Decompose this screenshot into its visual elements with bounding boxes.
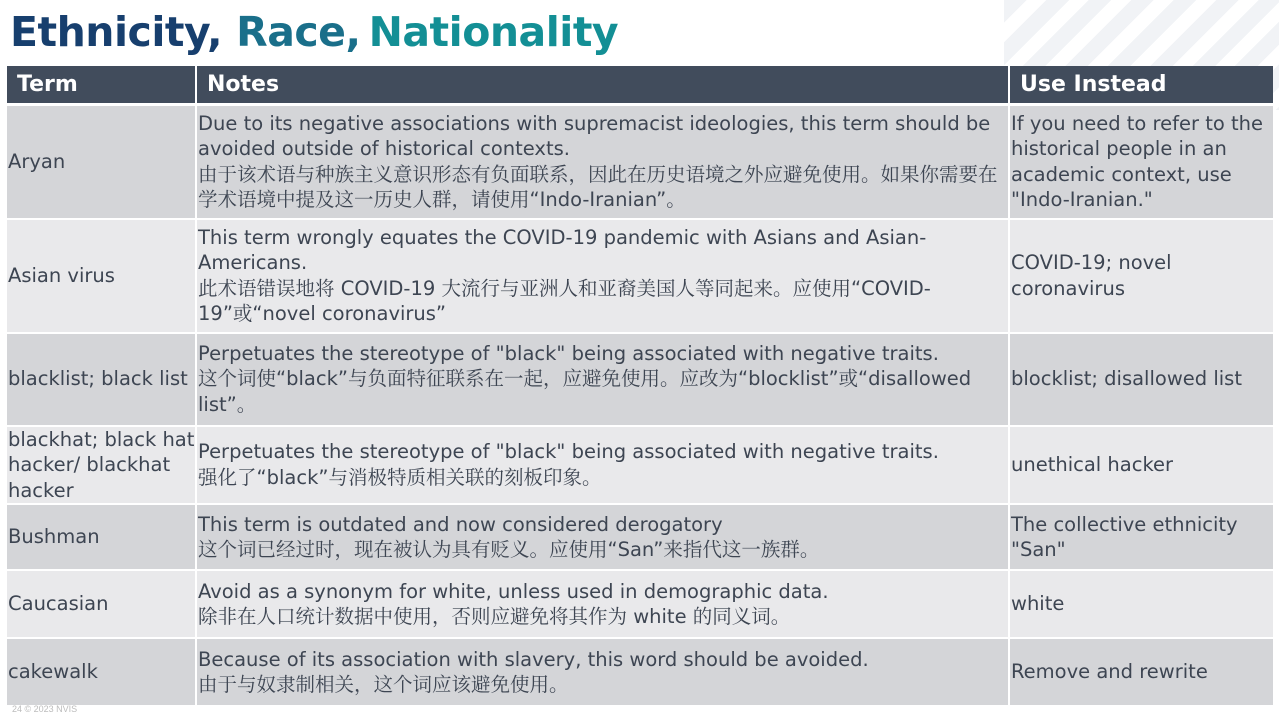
cell-notes [196,504,1009,570]
table-row [7,570,1273,638]
cell-notes [196,426,1009,505]
cell-use-instead: blocklist; disallowed list [1009,333,1273,426]
cell-use-instead: The collective ethnicity "San" [1009,504,1273,570]
cell-notes [196,219,1009,333]
notes-chinese: 强化了“black”与消极特质相关联的刻板印象。 [198,465,602,489]
notes-chinese: 除非在人口统计数据中使用，否则应避免将其作为 white 的同义词。 [198,605,791,628]
notes-english: Perpetuates the stereotype of "black" being associated with negative traits. [198,341,939,365]
notes-english: Perpetuates the stereotype of "black" being associated with negative traits. [198,440,939,464]
cell-notes [196,570,1009,638]
notes-chinese: 此术语错误地将 COVID-19 大流行与亚洲人和亚裔美国人等同起来。应使用“COVID-19”或“novel coronavirus” [198,276,931,325]
notes-english: Because of its association with slavery, this word should be avoided. [198,647,869,671]
notes-chinese: 这个词已经过时，现在被认为具有贬义。应使用“San”来指代这一族群。 [198,538,820,561]
header-notes: Notes [196,66,1009,105]
cell-notes [196,638,1009,706]
cell-term: blacklist; black list [7,333,196,426]
cell-notes [196,333,1009,426]
cell-use-instead: white [1009,570,1273,638]
notes-english: This term wrongly equates the COVID-19 pandemic with Asians and Asian-Americans. [198,225,927,274]
notes-chinese: 由于该术语与种族主义意识形态有负面联系，因此在历史语境之外应避免使用。如果你需要在学术语境中提及这一历史人群，请使用“Indo-Iranian”。 [198,162,998,212]
cell-term: cakewalk [7,638,196,706]
terms-table [7,66,1273,707]
header-use-instead: Use Instead [1009,66,1273,105]
cell-notes [196,105,1009,219]
table-row [7,426,1273,505]
cell-term: Aryan [7,105,196,219]
table-header-row [7,66,1273,105]
cell-term: Asian virus [7,219,196,333]
notes-english: This term is outdated and now considered derogatory [198,512,723,536]
cell-use-instead: Remove and rewrite [1009,638,1273,706]
title-part-ethnicity: Ethnicity, [10,8,223,56]
title-part-nationality: Nationality [368,8,619,56]
notes-chinese: 由于与奴隶制相关，这个词应该避免使用。 [198,673,569,696]
table-row [7,638,1273,706]
cell-term: blackhat; black hat hacker/ blackhat hacker [7,426,196,505]
cell-use-instead: If you need to refer to the historical people in an academic context, use "Indo-Iranian." [1009,105,1273,219]
cell-use-instead: COVID-19; novel coronavirus [1009,219,1273,333]
cell-use-instead: unethical hacker [1009,426,1273,505]
header-term: Term [7,66,196,105]
cell-term: Caucasian [7,570,196,638]
title-part-race: Race, [236,8,361,56]
notes-english: Avoid as a synonym for white, unless used in demographic data. [198,579,829,603]
table-row [7,105,1273,219]
page-title [10,6,618,58]
table-row [7,219,1273,333]
notes-chinese: 这个词使“black”与负面特征联系在一起，应避免使用。应改为“blocklist”或“disallowed list”。 [198,367,972,416]
table-row [7,504,1273,570]
cell-term: Bushman [7,504,196,570]
table-row [7,333,1273,426]
page-footer: 24 © 2023 NVIS [12,704,78,714]
notes-english: Due to its negative associations with supremacist ideologies, this term should be avoided outside of historical contexts. [198,111,991,161]
